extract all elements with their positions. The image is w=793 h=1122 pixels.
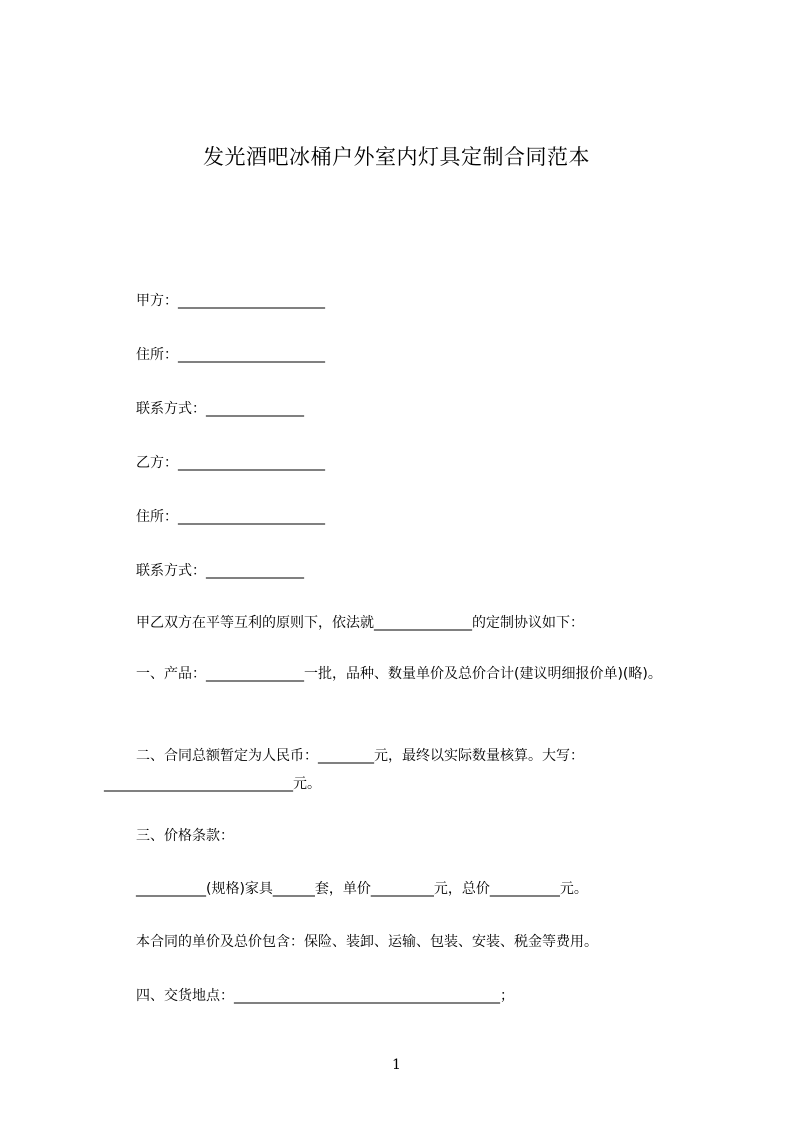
intro-paragraph: 甲乙双方在平等互利的原则下，依法就______________的定制协议如下： <box>136 615 584 631</box>
party-a-address-field: 住所：_____________________ <box>136 347 325 363</box>
party-b-address-field: 住所：_____________________ <box>136 509 325 525</box>
page-number: 1 <box>392 1057 401 1073</box>
clause-3-price-terms: 三、价格条款： <box>136 828 234 844</box>
document-title: 发光酒吧冰桶户外室内灯具定制合同范本 <box>203 145 590 169</box>
clause-4-delivery-location: 四、交货地点：______________________________________； <box>136 988 514 1004</box>
party-a-contact-field: 联系方式：______________ <box>136 401 304 417</box>
price-detail-line: __________(规格)家具______套，单价_________元，总价__________元。 <box>136 881 588 897</box>
clause-2-contract-amount: 二、合同总额暂定为人民币：________元，最终以实际数量核算。大写：___________________________元。 <box>104 748 584 792</box>
price-inclusion-line: 本合同的单价及总价包含：保险、装卸、运输、包装、安装、税金等费用。 <box>136 934 598 950</box>
clause-1-products: 一、产品：______________一批，品种、数量单价及总价合计(建议明细报价单)(略)。 <box>136 666 662 682</box>
party-a-field: 甲方：_____________________ <box>136 293 325 309</box>
party-b-field: 乙方：_____________________ <box>136 455 325 471</box>
party-b-contact-field: 联系方式：______________ <box>136 563 304 579</box>
